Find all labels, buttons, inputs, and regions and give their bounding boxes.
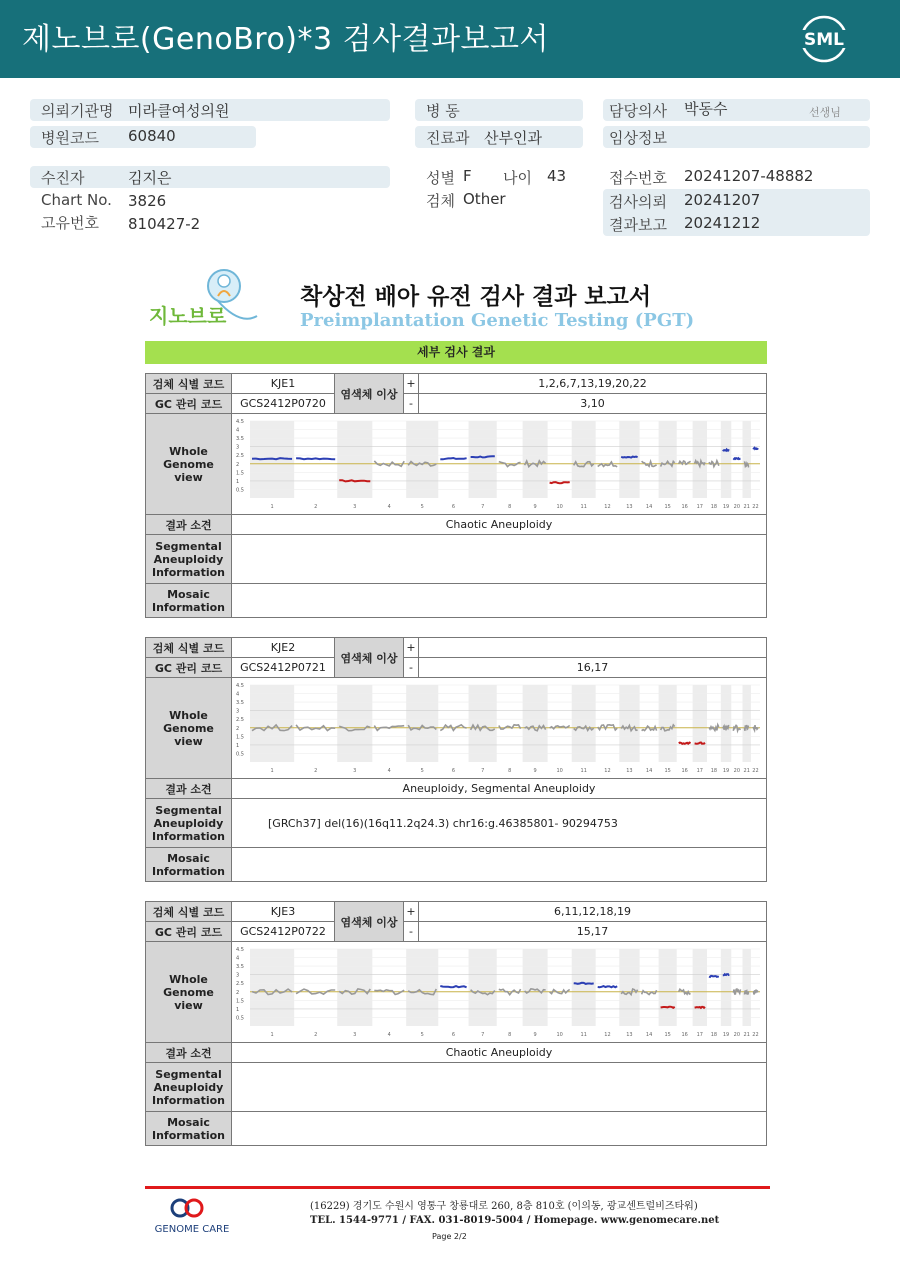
chromosome-label: 7 [481, 768, 485, 774]
chromosome-band [337, 949, 372, 1026]
chromosome-label: 8 [508, 1032, 512, 1038]
chromosome-label: 13 [626, 768, 633, 774]
minus-chromosomes: 15,17 [418, 921, 767, 942]
sex-value: F [463, 167, 472, 185]
copy-number-segment [709, 461, 719, 467]
chromosome-label: 21 [743, 768, 750, 774]
chromosome-label: 3 [353, 768, 357, 774]
y-tick-label: 3 [236, 444, 240, 451]
chromosome-label: 5 [420, 504, 424, 510]
chromosome-label: 16 [681, 768, 688, 774]
footer-address [310, 1200, 719, 1228]
result-value: Chaotic Aneuploidy [231, 514, 767, 535]
minus-sign: - [403, 393, 419, 414]
dept-label: 진료과 [426, 129, 470, 147]
chromosome-band [337, 685, 372, 762]
copy-number-segment [252, 458, 292, 459]
clinical-label: 임상정보 [609, 129, 667, 147]
y-tick-label: 3.5 [236, 436, 244, 443]
chromosome-band [523, 685, 548, 762]
copy-number-segment [440, 986, 466, 987]
id-label: 고유번호 [41, 214, 99, 232]
specimen-value: Other [463, 190, 506, 208]
req-inst-label: 의뢰기관명 [41, 102, 114, 120]
age-value: 43 [547, 167, 567, 185]
y-tick-label: 4 [236, 427, 240, 434]
chromosome-label: 1 [270, 1032, 274, 1038]
chromosome-label: 4 [387, 504, 391, 510]
copy-number-segment [679, 743, 691, 744]
y-tick-label: 4 [236, 955, 240, 962]
chromosome-label: 21 [743, 504, 750, 510]
sex-label: 성별 [426, 169, 455, 187]
mosaic-label: Mosaic Information [145, 1111, 232, 1146]
mosaic-label: Mosaic Information [145, 583, 232, 618]
chromosome-label: 5 [420, 1032, 424, 1038]
sml-logo [796, 14, 852, 64]
y-tick-label: 2 [236, 461, 240, 468]
copy-number-segment [753, 448, 758, 449]
name-value: 김지은 [128, 169, 172, 187]
chromosome-label: 20 [733, 1032, 741, 1038]
y-tick-label: 4.5 [236, 683, 244, 689]
footer-contact-line: TEL. 1544-9771 / FAX. 031-8019-5004 / Homepage. www.genomecare.net [310, 1215, 720, 1226]
sample-code-value: KJE1 [231, 373, 335, 394]
result-label: 결과 소견 [145, 778, 232, 799]
y-tick-label: 1.5 [236, 734, 244, 741]
receipt-value: 20241207-48882 [684, 167, 814, 185]
dept-value: 산부인과 [484, 129, 542, 147]
chromosome-band [693, 685, 707, 762]
result-label: 결과 소견 [145, 1042, 232, 1063]
chromosome-label: 21 [743, 1032, 750, 1038]
chromosome-label: 13 [626, 1032, 633, 1038]
y-tick-label: 3.5 [236, 964, 244, 971]
chromosome-band [469, 421, 497, 498]
chromosome-label: 3 [353, 504, 357, 510]
chromosome-label: 12 [604, 768, 611, 774]
chromosome-band [250, 949, 294, 1026]
copy-number-segment [550, 726, 570, 729]
chromosome-label: 1 [270, 504, 274, 510]
y-tick-label: 3.5 [236, 700, 244, 707]
gc-code-label: GC 관리 코드 [145, 393, 232, 414]
copy-number-segment [642, 990, 657, 994]
chromosome-label: 11 [580, 768, 587, 774]
mosaic-value [231, 1111, 767, 1146]
y-tick-label: 2 [236, 725, 240, 732]
copy-number-segment [709, 976, 719, 977]
copy-number-segment [753, 725, 758, 730]
chromosome-band [337, 421, 372, 498]
page-number: Page 2/2 [432, 1232, 467, 1241]
chart-label: Chart No. [41, 191, 112, 209]
chromosome-label: 10 [556, 504, 563, 510]
chromosome-label: 9 [533, 504, 537, 510]
chromosome-label: 17 [696, 1032, 704, 1038]
chromosome-band [619, 421, 639, 498]
chromosome-band [659, 421, 677, 498]
chromosome-label: 11 [580, 504, 587, 510]
req-inst-value: 미라클여성의원 [128, 102, 230, 120]
chromosome-band [659, 685, 677, 762]
gc-code-label: GC 관리 코드 [145, 657, 232, 678]
sample-section [145, 901, 767, 1146]
genome-care-logo [142, 1196, 242, 1238]
chromosome-label: 17 [696, 768, 704, 774]
chromosome-band [469, 949, 497, 1026]
chromosome-band [572, 685, 596, 762]
chromosome-band [619, 685, 639, 762]
segmental-value: [GRCh37] del(16)(16q11.2q24.3) chr16:g.46385801- 90294753 [231, 798, 767, 848]
y-tick-label: 0.5 [236, 1015, 244, 1022]
chromosome-label: 6 [451, 768, 456, 774]
chromosome-band [523, 421, 548, 498]
genobro-logo [145, 266, 260, 330]
chromosome-label: 10 [556, 768, 563, 774]
chromosome-label: 1 [270, 768, 274, 774]
chromosome-label: 5 [420, 768, 424, 774]
chart-value: 3826 [128, 192, 167, 210]
chromosome-band [742, 949, 751, 1026]
sample-code-value: KJE3 [231, 901, 335, 922]
copy-number-segment [296, 458, 335, 459]
mosaic-value [231, 583, 767, 618]
copy-number-segment [753, 990, 758, 995]
y-tick-label: 1 [236, 742, 240, 749]
copy-number-segment [695, 743, 705, 744]
chromosome-label: 2 [314, 768, 318, 774]
copy-number-segment [550, 482, 570, 483]
y-tick-label: 1 [236, 1006, 240, 1013]
chromosome-label: 4 [387, 768, 391, 774]
name-label: 수진자 [41, 169, 85, 187]
chromosome-label: 3 [353, 1032, 357, 1038]
chromosome-label: 13 [626, 504, 633, 510]
age-label: 나이 [503, 169, 532, 187]
copy-number-segment [642, 726, 657, 731]
chromosome-band [406, 685, 438, 762]
chromosome-label: 22 [752, 768, 759, 774]
segmental-label: Segmental Aneuploidy Information [145, 798, 232, 848]
sample-section [145, 637, 767, 882]
chromosome-label: 8 [508, 768, 512, 774]
chromosome-label: 14 [645, 768, 653, 774]
plus-sign: + [403, 373, 419, 394]
chromosome-band [523, 949, 548, 1026]
segmental-value [231, 1062, 767, 1112]
y-tick-label: 0.5 [236, 751, 244, 758]
y-tick-label: 2 [236, 989, 240, 996]
minus-chromosomes: 3,10 [418, 393, 767, 414]
chromosome-label: 18 [710, 1032, 718, 1038]
y-tick-label: 1.5 [236, 470, 244, 477]
gc-code-label: GC 관리 코드 [145, 921, 232, 942]
chromosome-label: 15 [664, 1032, 671, 1038]
segmental-value [231, 534, 767, 584]
copy-number-segment [621, 457, 637, 458]
copy-number-segment [598, 462, 618, 467]
y-tick-label: 3 [236, 708, 240, 715]
chromosome-band [469, 685, 497, 762]
specimen-label: 검체 [426, 192, 455, 210]
copy-number-segment [440, 458, 466, 459]
copy-number-segment [733, 725, 740, 730]
chromosome-band [693, 421, 707, 498]
y-tick-label: 2.5 [236, 453, 244, 460]
hosp-code-label: 병원코드 [41, 129, 99, 147]
chromosome-band [406, 949, 438, 1026]
chromosome-label: 14 [645, 1032, 653, 1038]
section-title: 세부 검사 결과 [145, 341, 767, 364]
svg-text:SML: SML [804, 30, 844, 50]
hosp-code-value: 60840 [128, 127, 176, 145]
chromosome-label: 16 [681, 1032, 688, 1038]
sample-code-label: 검체 식별 코드 [145, 373, 232, 394]
minus-sign: - [403, 921, 419, 942]
gc-code-value: GCS2412P0720 [231, 393, 335, 414]
chromosome-label: 17 [696, 504, 704, 510]
y-tick-label: 3 [236, 972, 240, 979]
ward-label: 병 동 [426, 102, 460, 120]
doctor-value: 박동수 [684, 100, 728, 118]
y-tick-label: 4.5 [236, 419, 244, 425]
plus-chromosomes [418, 637, 767, 658]
sample-section [145, 373, 767, 618]
y-tick-label: 0.5 [236, 487, 244, 494]
chromosome-label: 16 [681, 504, 688, 510]
gc-code-value: GCS2412P0721 [231, 657, 335, 678]
chromosome-label: 2 [314, 504, 318, 510]
result-value: Chaotic Aneuploidy [231, 1042, 767, 1063]
chromosome-label: 20 [733, 768, 741, 774]
chromosome-label: 15 [664, 504, 671, 510]
chromosome-label: 9 [533, 768, 537, 774]
footer-divider [145, 1186, 770, 1189]
chromosome-band [742, 421, 751, 498]
chromosome-label: 4 [387, 1032, 391, 1038]
whole-genome-chart [231, 413, 767, 515]
mosaic-label: Mosaic Information [145, 847, 232, 882]
copy-number-segment [339, 480, 370, 481]
report-date-value: 20241212 [684, 214, 761, 232]
whole-genome-chart [231, 677, 767, 779]
copy-number-segment [499, 725, 521, 729]
copy-number-segment [661, 1007, 675, 1008]
chromosome-label: 19 [722, 1032, 730, 1038]
plus-chromosomes: 6,11,12,18,19 [418, 901, 767, 922]
chrom-abn-label: 염색체 이상 [334, 901, 404, 942]
chrom-abn-label: 염색체 이상 [334, 637, 404, 678]
report-title: 제노브로(GenoBro)*3 검사결과보고서 [22, 22, 549, 57]
result-label: 결과 소견 [145, 514, 232, 535]
chromosome-label: 6 [451, 1032, 456, 1038]
copy-number-segment [598, 986, 618, 987]
genome-plot [232, 678, 766, 778]
chromosome-band [721, 685, 731, 762]
chromosome-label: 12 [604, 1032, 611, 1038]
doctor-suffix: 선생님 [809, 106, 841, 119]
copy-number-segment [471, 456, 495, 457]
report-title-en: Preimplantation Genetic Testing (PGT) [300, 310, 695, 331]
report-header-bar [0, 0, 900, 78]
copy-number-segment [723, 974, 730, 975]
chromosome-label: 2 [314, 1032, 318, 1038]
doctor-label: 담당의사 [609, 102, 667, 120]
chromosome-label: 22 [752, 1032, 759, 1038]
plus-chromosomes: 1,2,6,7,13,19,20,22 [418, 373, 767, 394]
copy-number-segment [709, 725, 719, 731]
sample-code-value: KJE2 [231, 637, 335, 658]
chromosome-label: 22 [752, 504, 759, 510]
minus-chromosomes: 16,17 [418, 657, 767, 678]
y-tick-label: 4.5 [236, 947, 244, 953]
y-tick-label: 1 [236, 478, 240, 485]
copy-number-segment [723, 726, 730, 730]
chrom-abn-label: 염색체 이상 [334, 373, 404, 414]
sample-code-label: 검체 식별 코드 [145, 901, 232, 922]
req-date-value: 20241207 [684, 191, 761, 209]
minus-sign: - [403, 657, 419, 678]
copy-number-segment [574, 983, 594, 984]
wgv-label: Whole Genome view [145, 677, 232, 779]
y-tick-label: 2.5 [236, 717, 244, 724]
segmental-label: Segmental Aneuploidy Information [145, 1062, 232, 1112]
chromosome-label: 19 [722, 768, 730, 774]
genome-plot [232, 414, 766, 514]
gc-code-value: GCS2412P0722 [231, 921, 335, 942]
mosaic-value [231, 847, 767, 882]
chromosome-label: 7 [481, 504, 485, 510]
wgv-label: Whole Genome view [145, 413, 232, 515]
y-tick-label: 1.5 [236, 998, 244, 1005]
chromosome-band [742, 685, 751, 762]
chromosome-label: 20 [733, 504, 741, 510]
y-tick-label: 4 [236, 691, 240, 698]
whole-genome-chart [231, 941, 767, 1043]
report-date-label: 결과보고 [609, 216, 667, 234]
chromosome-label: 7 [481, 1032, 485, 1038]
chromosome-label: 10 [556, 1032, 563, 1038]
svg-text:지노브로: 지노브로 [149, 304, 227, 328]
chromosome-label: 11 [580, 1032, 587, 1038]
receipt-label: 접수번호 [609, 169, 667, 187]
copy-number-segment [695, 1007, 705, 1008]
result-value: Aneuploidy, Segmental Aneuploidy [231, 778, 767, 799]
report-title-ko: 착상전 배아 유전 검사 결과 보고서 [300, 284, 652, 310]
chromosome-label: 6 [451, 504, 456, 510]
chromosome-label: 15 [664, 768, 671, 774]
chromosome-label: 19 [722, 504, 730, 510]
req-date-label: 검사의뢰 [609, 193, 667, 211]
chromosome-band [693, 949, 707, 1026]
copy-number-segment [723, 450, 730, 451]
chromosome-label: 12 [604, 504, 611, 510]
chromosome-label: 18 [710, 768, 718, 774]
chromosome-band [572, 421, 596, 498]
chromosome-label: 9 [533, 1032, 537, 1038]
id-value: 810427-2 [128, 215, 201, 233]
chromosome-label: 8 [508, 504, 512, 510]
chromosome-band [572, 949, 596, 1026]
chromosome-label: 18 [710, 504, 718, 510]
chromosome-band [659, 949, 677, 1026]
y-tick-label: 2.5 [236, 981, 244, 988]
footer-address-line: (16229) 경기도 수원시 영통구 창룡대로 260, 8층 810호 (이의동, 광교센트럴비즈타워) [310, 1201, 698, 1212]
chromosome-band [721, 949, 731, 1026]
chromosome-band [250, 685, 294, 762]
sample-code-label: 검체 식별 코드 [145, 637, 232, 658]
wgv-label: Whole Genome view [145, 941, 232, 1043]
plus-sign: + [403, 637, 419, 658]
segmental-label: Segmental Aneuploidy Information [145, 534, 232, 584]
chromosome-label: 14 [645, 504, 653, 510]
chromosome-band [619, 949, 639, 1026]
chromosome-band [721, 421, 731, 498]
genome-plot [232, 942, 766, 1042]
copy-number-segment [733, 989, 740, 994]
copy-number-segment [733, 458, 740, 459]
chromosome-band [406, 421, 438, 498]
svg-text:GENOME CARE: GENOME CARE [154, 1224, 230, 1235]
plus-sign: + [403, 901, 419, 922]
